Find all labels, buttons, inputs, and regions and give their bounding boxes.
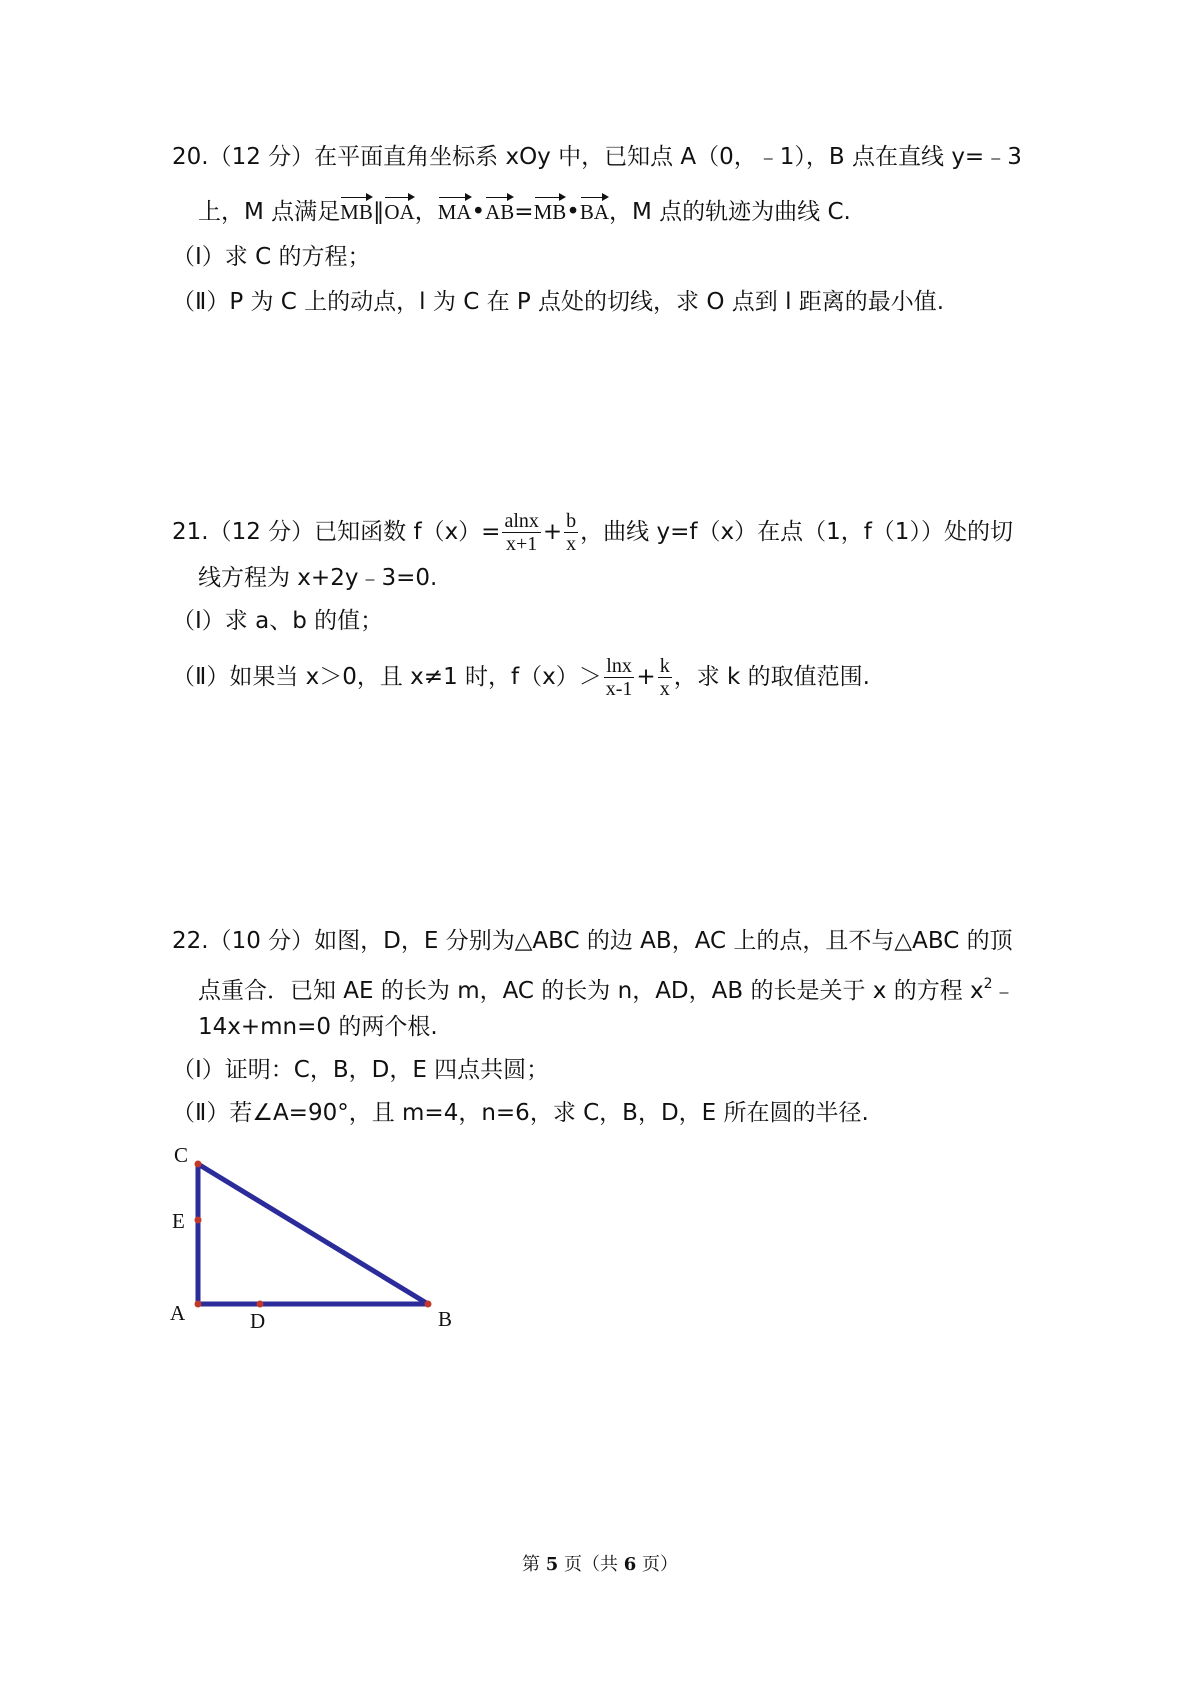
fraction-b-numerator: b [566,510,577,532]
q22-line-1: 22.（10 分）如图，D，E 分别为△ABC 的边 AB，AC 上的点，且不与△ABC 的顶 [172,928,1013,954]
label-e: E [172,1209,185,1233]
page-footer [0,1550,1200,1576]
q22-text-2a: 点重合．已知 AE 的长为 m，AC 的长为 n，AD，AB 的长是关于 x 的方程 x [198,978,984,1004]
fraction-alnx [502,510,540,555]
plus-symbol-2: + [636,664,656,690]
label-d: D [250,1309,266,1333]
fraction-k-denominator: x [659,678,670,700]
q22-line-3: 14x+mn=0 的两个根. [198,1014,438,1040]
footer-page-number: 5 [545,1554,559,1575]
fraction-b-denominator: x [566,533,577,555]
q21-line-1 [172,510,1013,555]
q22-text-2b: ﹣ [992,978,1016,1004]
q20-part-1: （Ⅰ）求 C 的方程； [172,244,371,270]
exponent-2: 2 [983,976,993,992]
footer-suffix: 页） [636,1554,678,1575]
q22-part-2: （Ⅱ）若∠A=90°，且 m=4，n=6，求 C，B，D，E 所在圆的半径. [172,1100,869,1126]
label-b: B [438,1307,453,1331]
vector-mb: MB [340,193,373,227]
triangle-figure [170,1140,490,1370]
q21-text-1b: ，曲线 y=f（x）在点（1，f（1））处的切 [580,519,1013,545]
vector-ba: BA [580,193,609,227]
dot-symbol: • [471,199,486,225]
vector-mb-2: MB [534,193,567,227]
fraction-k-numerator: k [659,655,670,677]
point-d [257,1301,264,1308]
q20-line-2 [198,193,851,227]
fraction-alnx-numerator: alnx [504,510,539,532]
equals-symbol: = [514,199,534,225]
plus-symbol: + [542,519,563,545]
fraction-k [658,655,672,700]
segment-cb [198,1164,428,1304]
fraction-alnx-denominator: x+1 [506,533,538,555]
q20-text-2a: 上，M 点满足 [198,199,341,225]
fraction-b [564,510,578,555]
q22-line-2 [198,969,1016,1006]
q21-line-2: 线方程为 x+2y﹣3=0. [198,565,438,591]
vector-oa: OA [384,193,414,227]
fraction-lnx-numerator: lnx [604,655,635,678]
q20-text-2b: ，M 点的轨迹为曲线 C. [609,199,851,225]
q22-part-1: （Ⅰ）证明：C，B，D，E 四点共圆； [172,1057,550,1083]
footer-total-pages: 6 [623,1554,637,1575]
fraction-lnx [604,655,635,700]
q20-text-1: 20.（12 分）在平面直角坐标系 xOy 中，已知点 A（0，﹣1），B 点在直线 y=﹣3 [172,144,1022,170]
q21-text-1a: 21.（12 分）已知函数 f（x）= [172,519,501,545]
q21-part-2b: ，求 k 的取值范围. [673,664,870,690]
q21-part-2 [172,655,870,700]
footer-prefix: 第 [522,1554,546,1575]
label-c: C [174,1143,189,1167]
point-e [195,1217,202,1224]
footer-mid: 页（共 [558,1554,624,1575]
vector-ma: MA [438,193,472,227]
point-a [195,1301,202,1308]
point-c [195,1161,202,1168]
parallel-symbol: ∥ [372,199,385,225]
label-a: A [170,1301,186,1325]
q21-part-2a: （Ⅱ）如果当 x＞0，且 x≠1 时，f（x）＞ [172,664,602,690]
dot-symbol-2: • [566,199,580,225]
q20-part-2: （Ⅱ）P 为 C 上的动点，l 为 C 在 P 点处的切线，求 O 点到 l 距离的最小值. [172,289,945,315]
point-b [425,1301,432,1308]
q20-line-1 [172,142,1022,172]
q20-comma: ， [414,199,438,225]
q21-part-1: （Ⅰ）求 a、b 的值； [172,608,384,634]
fraction-lnx-denominator: x-1 [605,678,633,700]
vector-ab: AB [485,193,514,227]
